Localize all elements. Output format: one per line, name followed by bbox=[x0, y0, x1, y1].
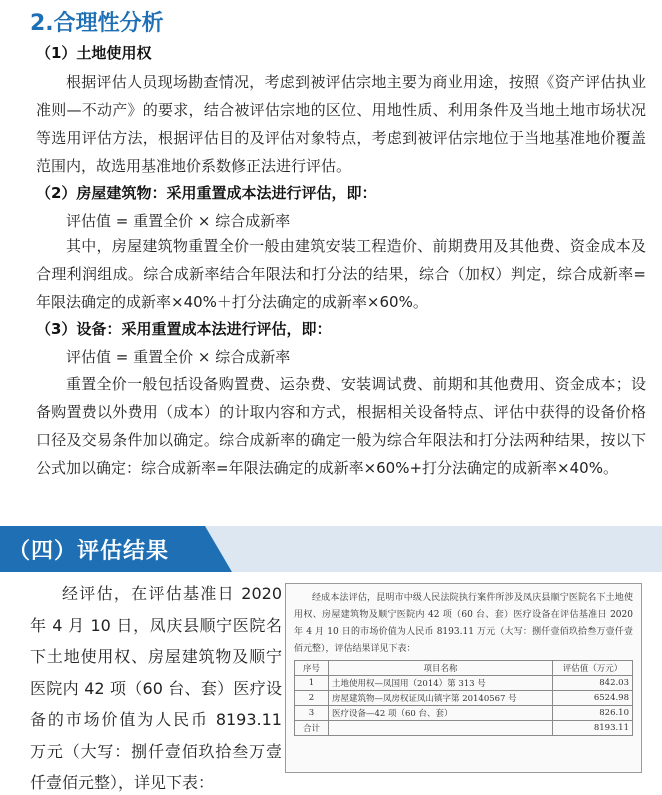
table-row bbox=[295, 676, 633, 691]
row-number: 2 bbox=[295, 691, 329, 706]
table-header-value: 评估值（万元） bbox=[553, 661, 633, 676]
building-heading: （2）房屋建筑物：采用重置成本法进行评估，即： bbox=[36, 184, 377, 202]
valuation-document-image bbox=[285, 583, 642, 773]
row-value: 842.03 bbox=[553, 676, 633, 691]
equipment-paragraph: 重置全价一般包括设备购置费、运杂费、安装调试费、前期和其他费用、资金成本；设备购置费以外费用（成本）的计取内容和方式，根据相关设备特点、评估中获得的设备价格口径及交易条件加以确定。综合成新率的确定一般为综合年限法和打分法两种结果，按以下公式加以确定：综合成新率=年限法确定的成新率×60%+打分法确定的成新率×40%。 bbox=[36, 375, 646, 477]
row-value: 6524.98 bbox=[553, 691, 633, 706]
document-paragraph: 经成本法评估，昆明市中级人民法院执行案件所涉及凤庆县顺宁医院名下土地使用权、房屋建筑物及顺宁医院内 42 项（60 台、套）医疗设备在评估基准日 2020 年 4 月 10 日的市场价值为人民币 8193.11 万元（大写：捌仟壹佰玖拾叁万壹仟壹佰元整），评估结果详见下表： bbox=[294, 593, 633, 654]
banner-title: （四）评估结果 bbox=[8, 539, 170, 564]
row-item: 医疗设备—42 项（60 台、套） bbox=[329, 706, 553, 721]
total-empty-cell bbox=[329, 721, 553, 736]
row-item: 土地使用权—凤国用（2014）第 313 号 bbox=[329, 676, 553, 691]
building-formula: 评估值 = 重置全价 × 综合成新率 bbox=[66, 212, 291, 230]
table-header-item: 项目名称 bbox=[329, 661, 553, 676]
total-value: 8193.11 bbox=[553, 721, 633, 736]
valuation-table bbox=[294, 660, 633, 736]
row-number: 3 bbox=[295, 706, 329, 721]
row-value: 826.10 bbox=[553, 706, 633, 721]
total-label: 合计 bbox=[295, 721, 329, 736]
land-paragraph: 根据评估人员现场勘查情况，考虑到被评估宗地主要为商业用途，按照《资产评估执业准则—不动产》的要求，结合被评估宗地的区位、用地性质、利用条件及当地土地市场状况等选用评估方法，根据评估目的及评估对象特点，考虑到被评估宗地位于当地基准地价覆盖范围内，故选用基准地价系数修正法进行评估。 bbox=[36, 73, 646, 175]
equipment-heading: （3）设备：采用重置成本法进行评估，即： bbox=[36, 320, 332, 338]
land-heading: （1）土地使用权 bbox=[36, 44, 152, 62]
table-row bbox=[295, 691, 633, 706]
results-banner bbox=[0, 526, 662, 572]
table-total-row bbox=[295, 721, 633, 736]
building-paragraph: 其中，房屋建筑物重置全价一般由建筑安装工程造价、前期费用及其他费、资金成本及合理利润组成。综合成新率结合年限法和打分法的结果，综合（加权）判定，综合成新率=年限法确定的成新率×40%＋打分法确定的成新率×60%。 bbox=[36, 237, 646, 311]
row-item: 房屋建筑物—凤房权证凤山镇字第 20140567 号 bbox=[329, 691, 553, 706]
table-header-row bbox=[295, 661, 633, 676]
row-number: 1 bbox=[295, 676, 329, 691]
table-row bbox=[295, 706, 633, 721]
result-paragraph: 经评估，在评估基准日 2020 年 4 月 10 日，凤庆县顺宁医院名下土地使用权、房屋建筑物及顺宁医院内 42 项（60 台、套）医疗设备的市场价值为人民币 8193.11 万元（大写：捌仟壹佰玖拾叁万壹仟壹佰元整），详见下表： bbox=[30, 584, 282, 792]
table-header-no: 序号 bbox=[295, 661, 329, 676]
equipment-formula: 评估值 = 重置全价 × 综合成新率 bbox=[66, 348, 291, 366]
section-title: 2.合理性分析 bbox=[30, 11, 164, 36]
